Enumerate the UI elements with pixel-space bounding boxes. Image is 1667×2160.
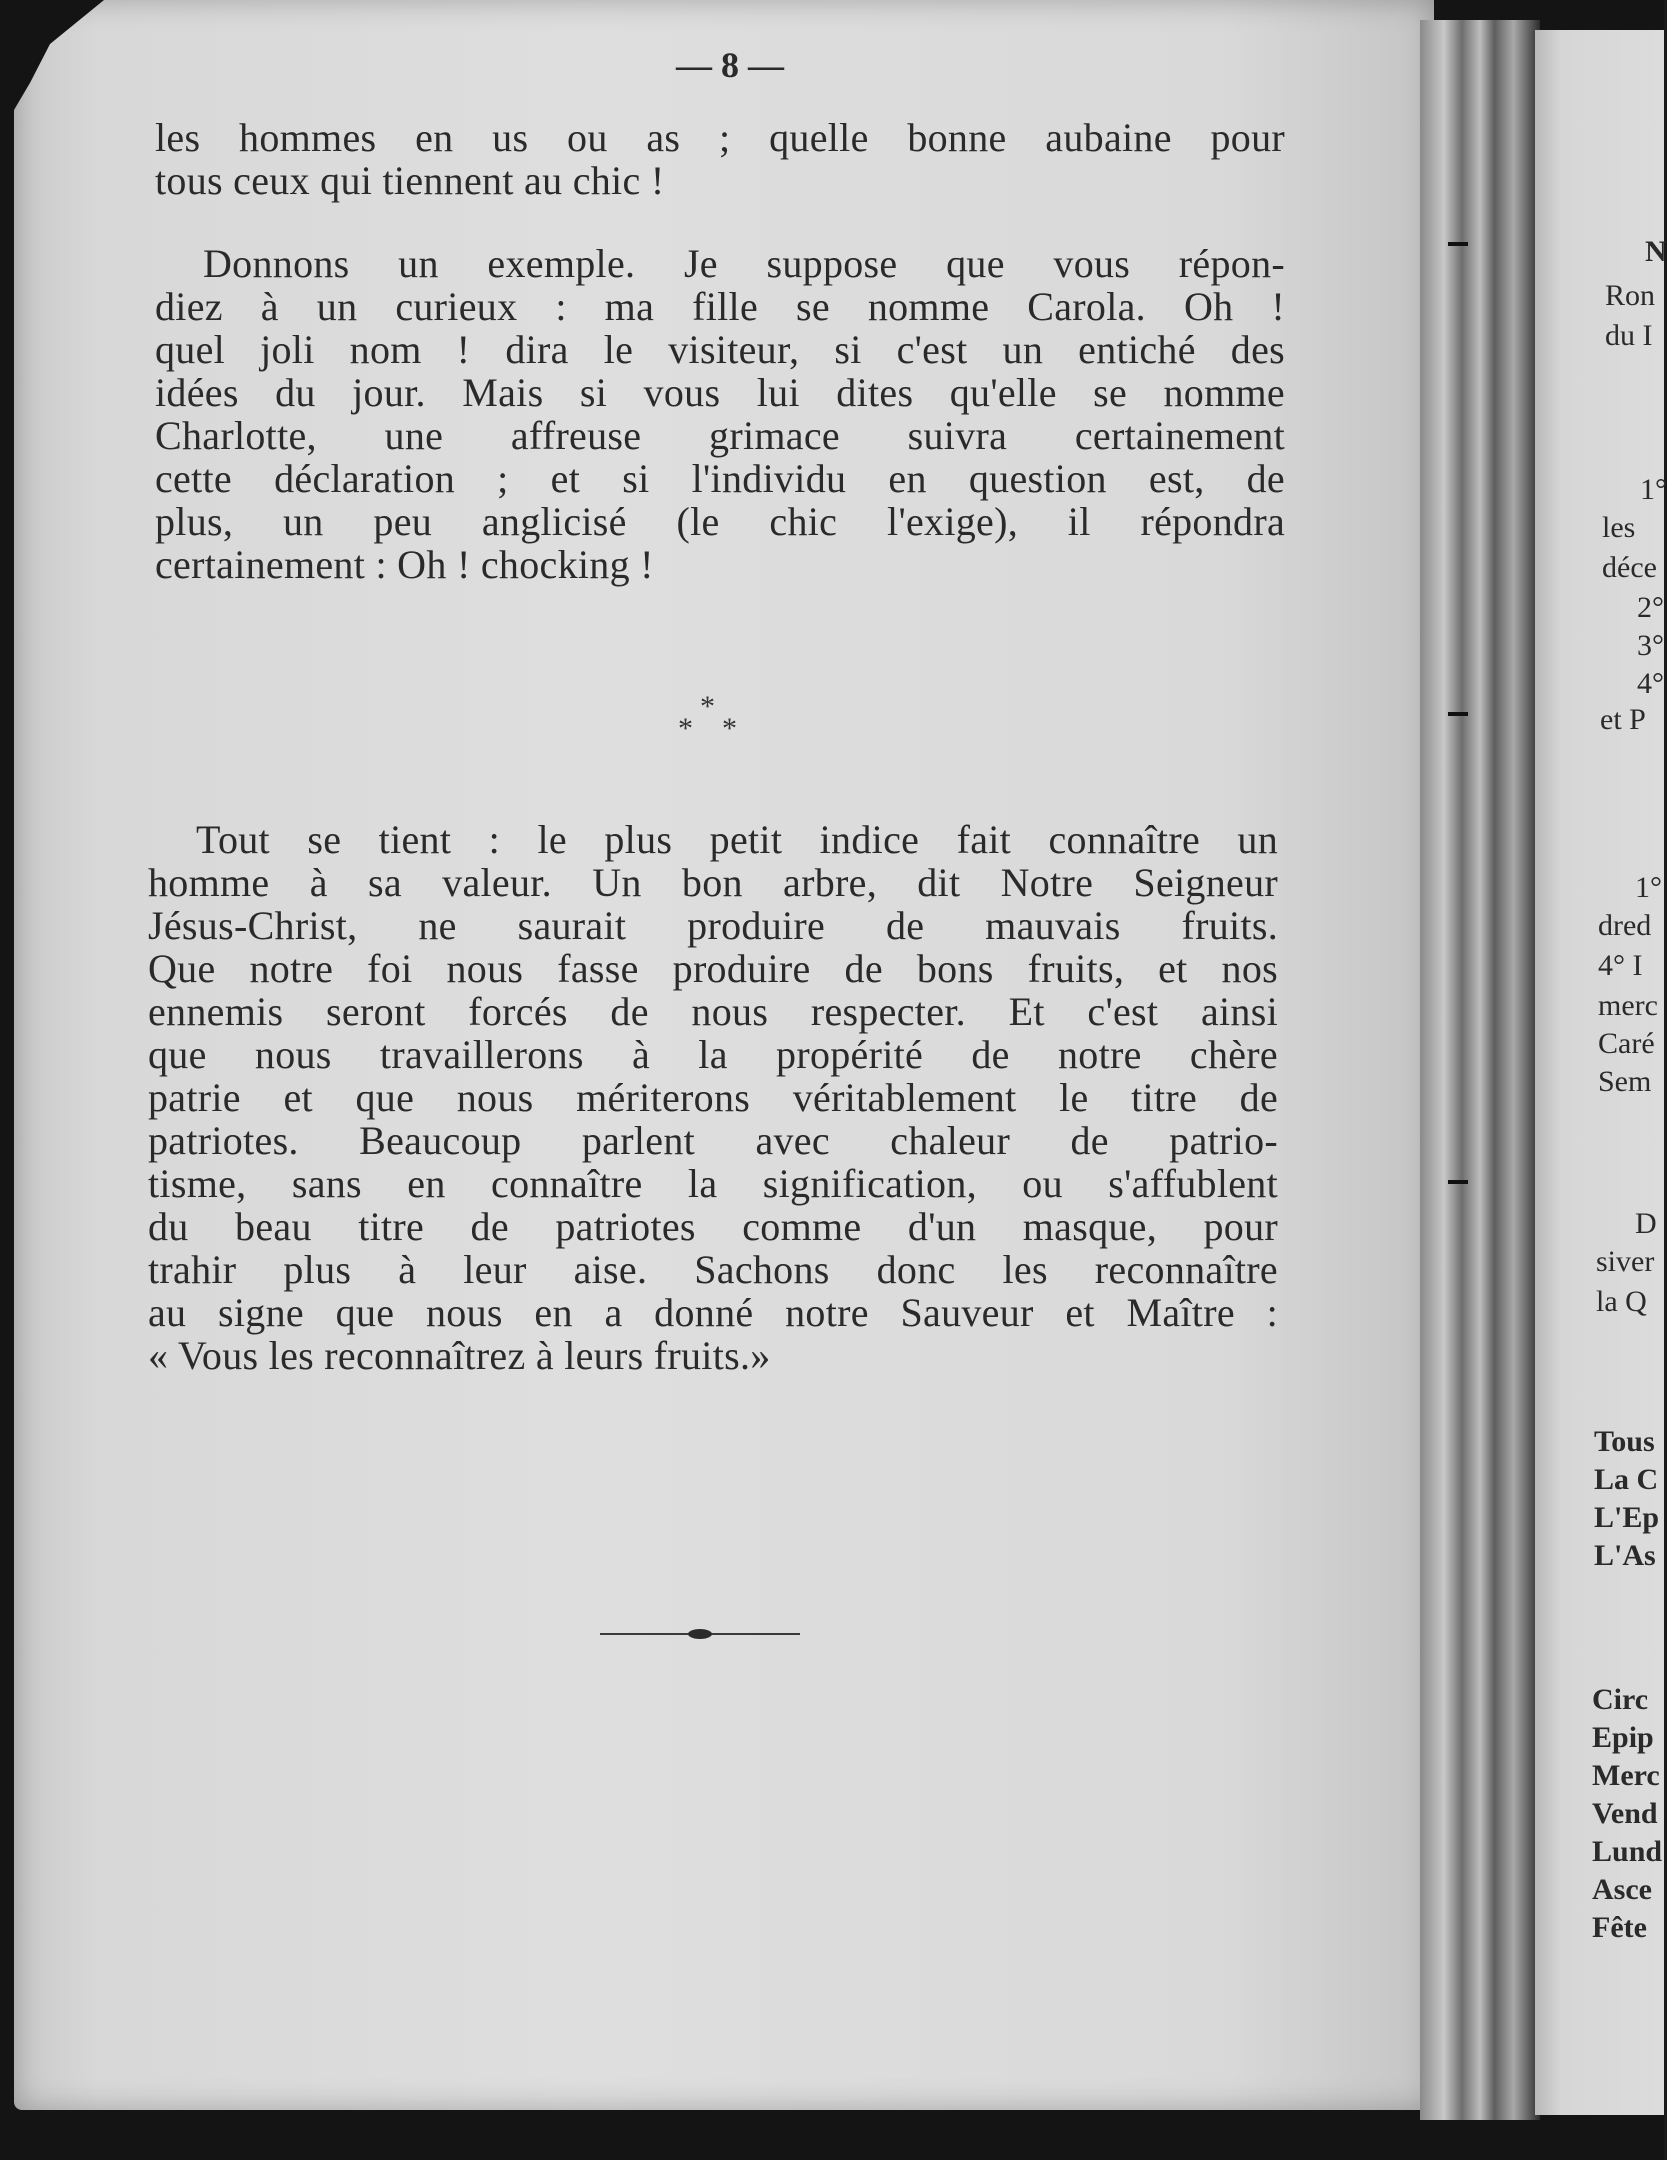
text-line: tous ceux qui tiennent au chic ! (155, 158, 665, 203)
right-page-fragment: 2° (1637, 591, 1664, 624)
text-line: quel joli nom ! dira le visiteur, si c'est un entiché des (155, 327, 1285, 372)
right-page-fragment: siver (1596, 1245, 1655, 1278)
right-page-fragment: Tous (1594, 1425, 1655, 1458)
text-line: trahir plus à leur aise. Sachons donc les reconnaître (148, 1247, 1278, 1292)
asterism-star: * (700, 690, 715, 723)
right-page-fragment: D (1635, 1207, 1657, 1240)
binding-stitch (1448, 712, 1468, 716)
text-line: idées du jour. Mais si vous lui dites qu'elle se nomme (155, 370, 1285, 415)
text-line: Que notre foi nous fasse produire de bons fruits, et nos (148, 946, 1278, 991)
paragraph-continuation (155, 116, 1285, 202)
right-page-fragment: N (1645, 235, 1667, 268)
text-line: Charlotte, une affreuse grimace suivra certainement (155, 413, 1285, 458)
book-binding-gutter (1420, 20, 1540, 2120)
right-page-fragment: Asce (1592, 1873, 1652, 1906)
right-page-fragment: 3° (1637, 629, 1664, 662)
right-page-fragment: Epip (1592, 1721, 1654, 1754)
paragraph-example (155, 242, 1285, 586)
right-page-fragment: Fête (1592, 1911, 1647, 1944)
text-line: du beau titre de patriotes comme d'un masque, pour (148, 1204, 1278, 1249)
asterism-separator (660, 690, 760, 760)
right-page-fragment: 4° (1637, 667, 1664, 700)
text-line: cette déclaration ; et si l'individu en question est, de (155, 456, 1285, 501)
text-line: que nous travaillerons à la propérité de notre chère (148, 1032, 1278, 1077)
text-line: les hommes en us ou as ; quelle bonne aubaine pour (155, 115, 1285, 160)
end-ornament (600, 1628, 800, 1640)
text-line: patrie et que nous mériterons véritablement le titre de (148, 1075, 1278, 1120)
text-line: ennemis seront forcés de nous respecter. Et c'est ainsi (148, 989, 1278, 1034)
right-page-fragment: et P (1600, 703, 1646, 736)
right-page-fragment: Vend (1592, 1797, 1658, 1830)
right-page-fragment: Merc (1592, 1759, 1660, 1792)
right-page-fragment: merc (1598, 989, 1658, 1022)
right-page-fragment: 1° (1635, 871, 1662, 904)
text-line: diez à un curieux : ma fille se nomme Carola. Oh ! (155, 284, 1285, 329)
text-line: « Vous les reconnaîtrez à leurs fruits.» (148, 1333, 771, 1378)
text-line: homme à sa valeur. Un bon arbre, dit Notre Seigneur (148, 860, 1278, 905)
right-page-fragment: 1° (1640, 473, 1667, 506)
right-page-fragment: les (1602, 511, 1636, 544)
binding-stitch (1448, 242, 1468, 246)
right-page-fragment: Lund (1592, 1835, 1663, 1868)
paragraph-patriotism (148, 818, 1278, 1377)
ornament-center (688, 1629, 712, 1639)
right-page-fragment: L'As (1594, 1539, 1656, 1572)
page-number: — 8 — (676, 45, 784, 85)
right-page-fragment: L'Ep (1594, 1501, 1660, 1534)
right-page-fragment: 4° I (1598, 949, 1643, 982)
text-line: tisme, sans en connaître la signification, ou s'affublent (148, 1161, 1278, 1206)
asterism-star: * (722, 712, 737, 745)
right-page-fragment: Sem (1598, 1065, 1652, 1098)
right-page-fragment: déce (1602, 551, 1657, 584)
right-page-fragment: la Q (1596, 1285, 1647, 1318)
right-page-fragment: Circ (1592, 1683, 1649, 1716)
right-page-fragment: dred (1598, 909, 1652, 942)
text-line: plus, un peu anglicisé (le chic l'exige), il répondra (155, 499, 1285, 544)
text-line: Donnons un exemple. Je suppose que vous répon- (203, 241, 1285, 286)
text-line: Tout se tient : le plus petit indice fait connaître un (196, 817, 1278, 862)
text-line: Jésus-Christ, ne saurait produire de mauvais fruits. (148, 903, 1278, 948)
binding-stitch (1448, 1180, 1468, 1184)
right-page-fragment: Ron (1605, 279, 1656, 312)
text-line: certainement : Oh ! chocking ! (155, 542, 654, 587)
asterism-star: * (678, 712, 693, 745)
text-line: patriotes. Beaucoup parlent avec chaleur de patrio- (148, 1118, 1278, 1163)
torn-page-corner (14, 0, 104, 110)
right-page-fragment: Caré (1598, 1027, 1655, 1060)
right-page-fragment: du I (1605, 319, 1653, 352)
text-line: au signe que nous en a donné notre Sauveur et Maître : (148, 1290, 1278, 1335)
right-page-fragment: La C (1594, 1463, 1659, 1496)
